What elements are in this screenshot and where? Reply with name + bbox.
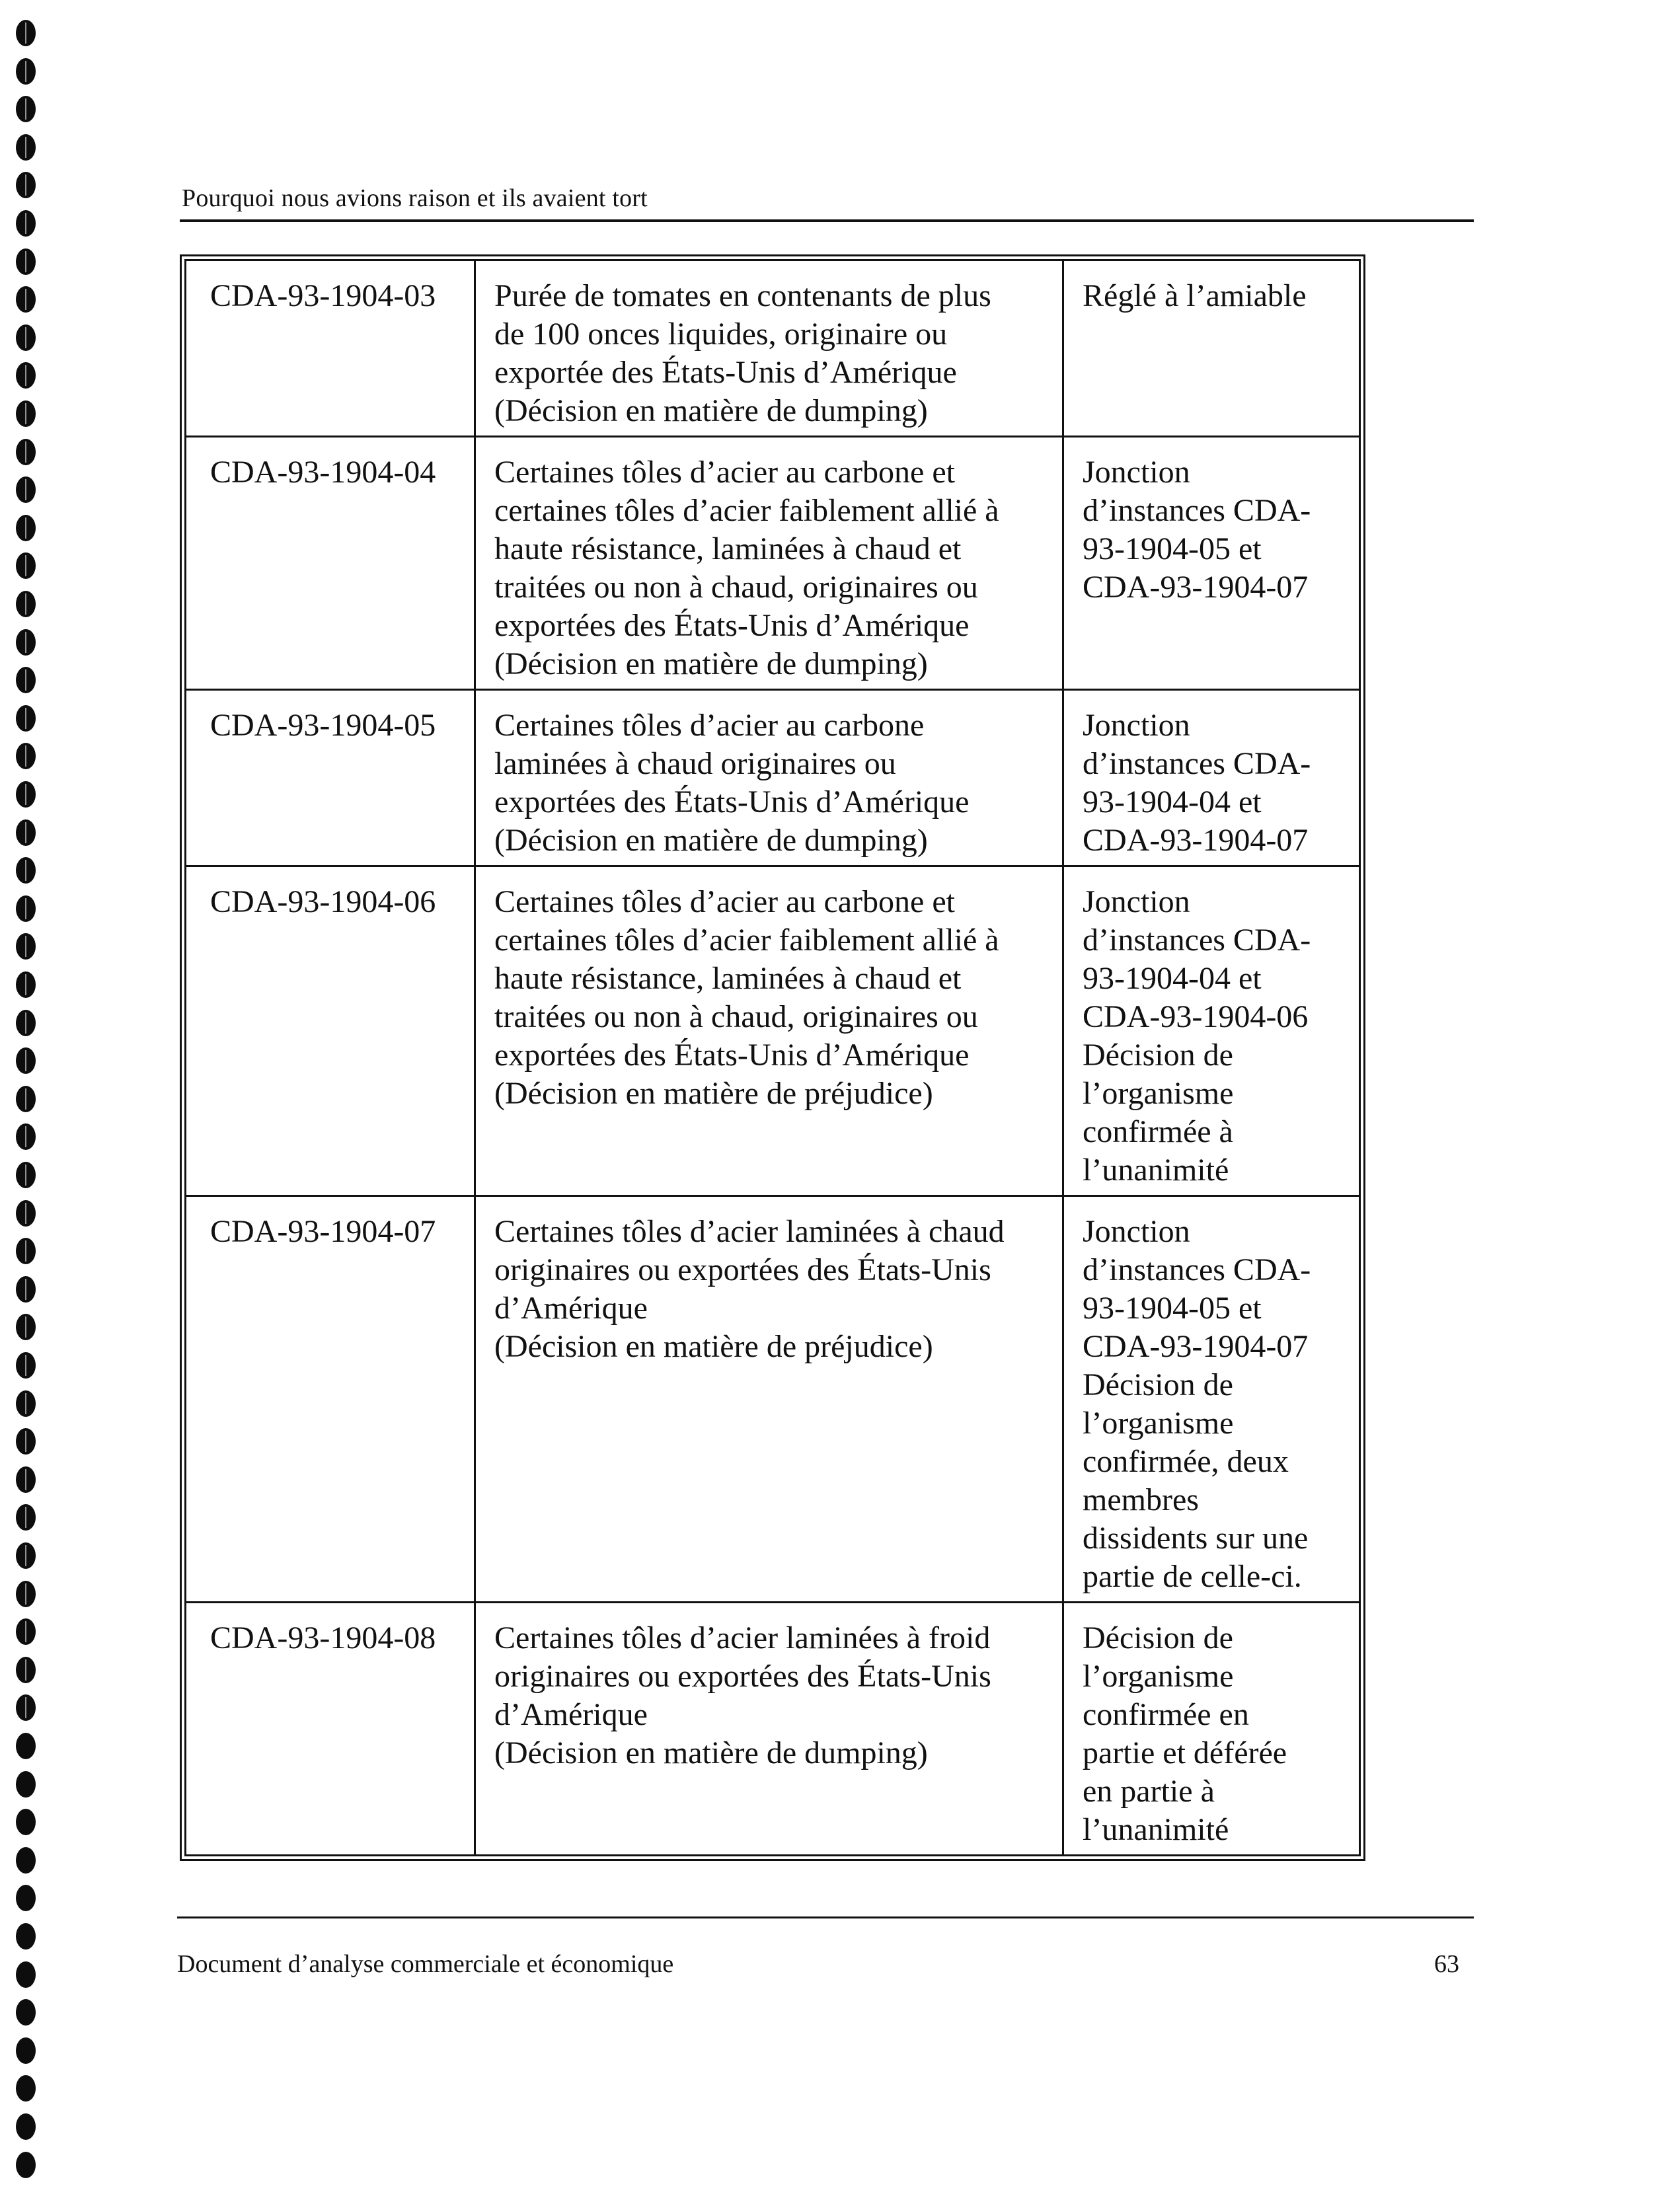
outcome-line: partie et déférée	[1083, 1735, 1287, 1770]
description-cell	[475, 866, 1063, 1196]
description-line: Certaines tôles d’acier au carbone et	[494, 884, 955, 919]
outcome-line: CDA-93-1904-06	[1083, 999, 1309, 1034]
outcome-line: CDA-93-1904-07	[1083, 1329, 1309, 1364]
binder-hole-icon	[16, 1809, 36, 1835]
binder-hole-icon	[16, 552, 36, 579]
binder-hole-icon	[16, 591, 36, 617]
binder-hole-icon	[16, 20, 36, 46]
description-line: Purée de tomates en contenants de plus	[494, 278, 991, 313]
binder-hole-icon	[16, 1314, 36, 1340]
binder-hole-icon	[16, 1694, 36, 1721]
description-line: originaires ou exportées des États-Unis	[494, 1659, 991, 1694]
case-number-cell: CDA-93-1904-07	[186, 1196, 475, 1603]
binder-hole-icon	[16, 857, 36, 884]
table-row	[186, 1196, 1360, 1603]
binder-hole-icon	[16, 1885, 36, 1911]
outcome-line: Décision de	[1083, 1367, 1233, 1402]
outcome-line: confirmée, deux	[1083, 1444, 1289, 1479]
binder-hole-icon	[16, 819, 36, 846]
outcome-line: Décision de	[1083, 1620, 1233, 1655]
case-number-cell: CDA-93-1904-03	[186, 260, 475, 437]
binder-hole-icon	[16, 781, 36, 808]
binder-hole-icon	[16, 2037, 36, 2064]
description-line: haute résistance, laminées à chaud et	[494, 531, 962, 566]
binder-hole-icon	[16, 1733, 36, 1759]
description-line: originaires ou exportées des États-Unis	[494, 1252, 991, 1287]
binder-hole-icon	[16, 172, 36, 198]
outcome-line: l’unanimité	[1083, 1812, 1229, 1847]
description-line: d’Amérique	[494, 1291, 648, 1326]
outcome-cell	[1063, 690, 1360, 866]
binder-holes	[16, 20, 40, 2194]
outcome-line: membres	[1083, 1482, 1199, 1517]
description-line: laminées à chaud originaires ou	[494, 746, 896, 781]
outcome-line: 93-1904-05 et	[1083, 531, 1262, 566]
outcome-line: l’unanimité	[1083, 1153, 1229, 1188]
binder-hole-icon	[16, 1276, 36, 1303]
description-line: certaines tôles d’acier faiblement allié à	[494, 923, 999, 958]
outcome-line: 93-1904-04 et	[1083, 961, 1262, 996]
binder-hole-icon	[16, 667, 36, 693]
table-row	[186, 690, 1360, 866]
binder-hole-icon	[16, 1847, 36, 1874]
binder-hole-icon	[16, 895, 36, 922]
binder-hole-icon	[16, 400, 36, 427]
outcome-line: Jonction	[1083, 708, 1190, 743]
outcome-line: Jonction	[1083, 1214, 1190, 1249]
outcome-line: 93-1904-05 et	[1083, 1291, 1262, 1326]
outcome-line: CDA-93-1904-07	[1083, 570, 1309, 605]
running-header: Pourquoi nous avions raison et ils avaient tort	[182, 184, 648, 212]
outcome-line: Jonction	[1083, 455, 1190, 490]
binder-hole-icon	[16, 2075, 36, 2102]
cases-table-frame	[180, 254, 1365, 1861]
footer-rule	[177, 1916, 1474, 1918]
table-row	[186, 1603, 1360, 1856]
description-line: (Décision en matière de préjudice)	[494, 1076, 933, 1111]
outcome-line: d’instances CDA-	[1083, 923, 1311, 958]
case-number-cell: CDA-93-1904-04	[186, 437, 475, 690]
binder-hole-icon	[16, 1200, 36, 1227]
outcome-cell	[1063, 866, 1360, 1196]
outcome-line: dissidents sur une	[1083, 1521, 1309, 1556]
outcome-line: d’instances CDA-	[1083, 493, 1311, 528]
binder-hole-icon	[16, 2113, 36, 2140]
binder-hole-icon	[16, 515, 36, 541]
outcome-cell	[1063, 1196, 1360, 1603]
binder-hole-icon	[16, 1923, 36, 1950]
description-line: (Décision en matière de préjudice)	[494, 1329, 933, 1364]
binder-hole-icon	[16, 2152, 36, 2178]
description-line: (Décision en matière de dumping)	[494, 646, 928, 681]
outcome-line: CDA-93-1904-07	[1083, 823, 1309, 858]
binder-hole-icon	[16, 1010, 36, 1036]
description-line: certaines tôles d’acier faiblement allié à	[494, 493, 999, 528]
binder-hole-icon	[16, 248, 36, 275]
description-line: exportée des États-Unis d’Amérique	[494, 355, 957, 390]
outcome-line: partie de celle-ci.	[1083, 1559, 1302, 1594]
outcome-line: l’organisme	[1083, 1659, 1234, 1694]
outcome-line: l’organisme	[1083, 1076, 1234, 1111]
binder-hole-icon	[16, 1961, 36, 1988]
description-line: exportées des États-Unis d’Amérique	[494, 784, 970, 819]
table-row	[186, 437, 1360, 690]
binder-hole-icon	[16, 629, 36, 656]
cases-table	[184, 259, 1361, 1856]
outcome-line: Jonction	[1083, 884, 1190, 919]
description-cell	[475, 1603, 1063, 1856]
binder-hole-icon	[16, 324, 36, 351]
binder-hole-icon	[16, 134, 36, 161]
description-cell	[475, 690, 1063, 866]
binder-hole-icon	[16, 1657, 36, 1683]
case-number-cell: CDA-93-1904-08	[186, 1603, 475, 1856]
outcome-line: confirmée à	[1083, 1114, 1233, 1149]
binder-hole-icon	[16, 1771, 36, 1798]
binder-hole-icon	[16, 476, 36, 503]
page-number: 63	[1434, 1950, 1459, 1978]
binder-hole-icon	[16, 439, 36, 465]
outcome-line: d’instances CDA-	[1083, 746, 1311, 781]
description-line: Certaines tôles d’acier laminées à froid	[494, 1620, 991, 1655]
binder-hole-icon	[16, 1123, 36, 1150]
binder-hole-icon	[16, 58, 36, 85]
binder-hole-icon	[16, 1999, 36, 2026]
table-row	[186, 260, 1360, 437]
description-line: (Décision en matière de dumping)	[494, 393, 928, 428]
outcome-line: Réglé à l’amiable	[1083, 278, 1307, 313]
binder-hole-icon	[16, 933, 36, 960]
header-rule	[180, 219, 1474, 222]
outcome-line: Décision de	[1083, 1038, 1233, 1073]
outcome-line: l’organisme	[1083, 1406, 1234, 1441]
outcome-line: en partie à	[1083, 1774, 1215, 1809]
binder-hole-icon	[16, 1542, 36, 1569]
outcome-line: confirmée en	[1083, 1697, 1249, 1732]
outcome-line: 93-1904-04 et	[1083, 784, 1262, 819]
binder-hole-icon	[16, 1162, 36, 1188]
description-line: haute résistance, laminées à chaud et	[494, 961, 962, 996]
case-number-cell: CDA-93-1904-06	[186, 866, 475, 1196]
description-line: traitées ou non à chaud, originaires ou	[494, 999, 978, 1034]
description-line: Certaines tôles d’acier au carbone et	[494, 455, 955, 490]
binder-hole-icon	[16, 96, 36, 122]
binder-hole-icon	[16, 971, 36, 998]
description-line: Certaines tôles d’acier laminées à chaud	[494, 1214, 1005, 1249]
description-line: d’Amérique	[494, 1697, 648, 1732]
description-line: de 100 onces liquides, originaire ou	[494, 317, 948, 352]
description-cell	[475, 437, 1063, 690]
binder-hole-icon	[16, 362, 36, 389]
binder-hole-icon	[16, 705, 36, 732]
binder-hole-icon	[16, 210, 36, 237]
binder-hole-icon	[16, 1581, 36, 1607]
description-line: exportées des États-Unis d’Amérique	[494, 1038, 970, 1073]
binder-hole-icon	[16, 1504, 36, 1531]
binder-hole-icon	[16, 1618, 36, 1645]
description-line: exportées des États-Unis d’Amérique	[494, 608, 970, 643]
binder-hole-icon	[16, 743, 36, 769]
description-cell	[475, 1196, 1063, 1603]
description-line: (Décision en matière de dumping)	[494, 1735, 928, 1770]
binder-hole-icon	[16, 1428, 36, 1455]
description-cell	[475, 260, 1063, 437]
description-line: traitées ou non à chaud, originaires ou	[494, 570, 978, 605]
outcome-line: d’instances CDA-	[1083, 1252, 1311, 1287]
binder-hole-icon	[16, 1466, 36, 1493]
binder-hole-icon	[16, 1238, 36, 1264]
outcome-cell	[1063, 260, 1360, 437]
binder-hole-icon	[16, 1352, 36, 1379]
table-row	[186, 866, 1360, 1196]
binder-hole-icon	[16, 1047, 36, 1074]
case-number-cell: CDA-93-1904-05	[186, 690, 475, 866]
binder-hole-icon	[16, 1390, 36, 1417]
binder-hole-icon	[16, 1086, 36, 1112]
description-line: Certaines tôles d’acier au carbone	[494, 708, 925, 743]
binder-hole-icon	[16, 286, 36, 313]
outcome-cell	[1063, 437, 1360, 690]
footer-document-title: Document d’analyse commerciale et économique	[177, 1950, 674, 1978]
description-line: (Décision en matière de dumping)	[494, 823, 928, 858]
outcome-cell	[1063, 1603, 1360, 1856]
